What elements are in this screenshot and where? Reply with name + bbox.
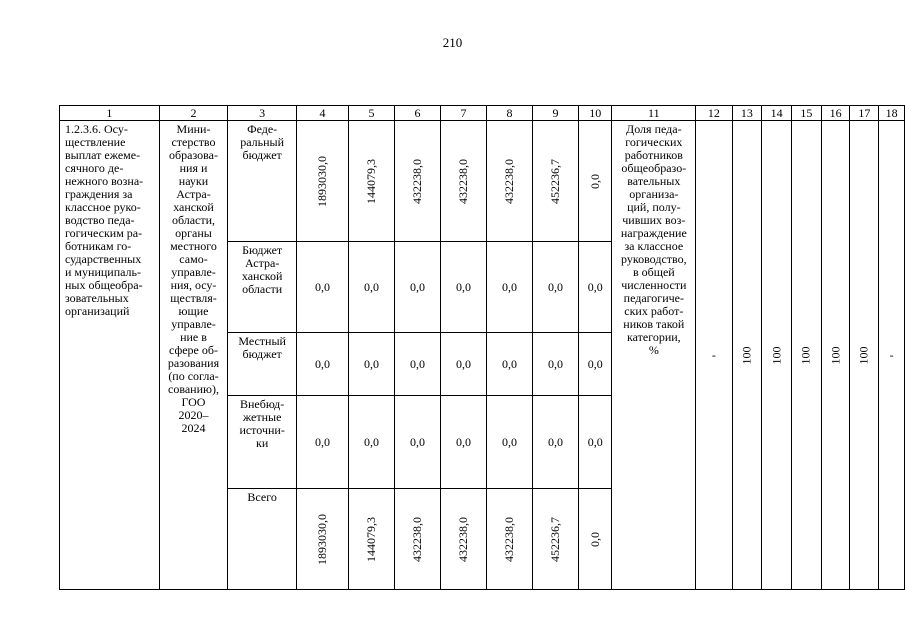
value-cell: 0,0 bbox=[394, 396, 440, 489]
value-cell: 0,0 bbox=[440, 242, 486, 333]
value-cell: 452236,7 bbox=[532, 489, 578, 590]
header-cell: 7 bbox=[440, 106, 486, 121]
value-cell: 432238,0 bbox=[394, 489, 440, 590]
source-name-local: Местный бюджет bbox=[228, 333, 297, 396]
value-cell: 0,0 bbox=[486, 396, 532, 489]
header-cell: 18 bbox=[879, 106, 905, 121]
header-cell: 8 bbox=[486, 106, 532, 121]
header-row bbox=[60, 106, 905, 121]
value-cell: 432238,0 bbox=[486, 489, 532, 590]
header-cell: 9 bbox=[532, 106, 578, 121]
source-name-extrabudgetary: Внебюд- жетные источни- ки bbox=[228, 396, 297, 489]
source-name-federal: Феде- ральный бюджет bbox=[228, 121, 297, 242]
activity-description: 1.2.3.6. Осу- ществление выплат ежеме- сячного де- нежного возна- граждения за классное руко- водство педа- гогическим ра- ботникам го- сударственных и муниципаль- ных общеобра- зовательных организаций bbox=[60, 121, 160, 590]
header-cell: 11 bbox=[612, 106, 696, 121]
value-cell: 144079,3 bbox=[348, 121, 394, 242]
value-cell: 432238,0 bbox=[440, 121, 486, 242]
source-name-total: Всего bbox=[228, 489, 297, 590]
header-cell: 2 bbox=[159, 106, 228, 121]
header-cell: 10 bbox=[578, 106, 612, 121]
value-cell: 432238,0 bbox=[486, 121, 532, 242]
header-cell: 3 bbox=[228, 106, 297, 121]
header-cell: 1 bbox=[60, 106, 160, 121]
header-cell: 17 bbox=[850, 106, 879, 121]
header-cell: 12 bbox=[696, 106, 732, 121]
value-cell: 0,0 bbox=[296, 333, 348, 396]
value-cell: 0,0 bbox=[578, 489, 612, 590]
header-cell: 5 bbox=[348, 106, 394, 121]
source-row-federal bbox=[60, 121, 905, 242]
program-table bbox=[59, 105, 905, 590]
value-cell: 0,0 bbox=[348, 333, 394, 396]
header-cell: 14 bbox=[762, 106, 792, 121]
header-cell: 13 bbox=[732, 106, 762, 121]
value-cell: 452236,7 bbox=[532, 121, 578, 242]
year-value-col16: 100 bbox=[821, 121, 850, 590]
year-value-col13: 100 bbox=[732, 121, 762, 590]
value-cell: 0,0 bbox=[578, 333, 612, 396]
value-cell: 432238,0 bbox=[394, 121, 440, 242]
value-cell: 0,0 bbox=[296, 396, 348, 489]
year-value-col18: - bbox=[879, 121, 905, 590]
value-cell: 0,0 bbox=[532, 333, 578, 396]
executor-cell: Мини- стерство образова- ния и науки Астра- ханской области, органы местного само- управле- ния, осу- ществля- ющие управле- ние в сфере об- разования (по согла- сованию), ГОО 2020– 2024 bbox=[159, 121, 228, 590]
value-cell: 0,0 bbox=[348, 242, 394, 333]
value-cell: 0,0 bbox=[532, 242, 578, 333]
year-value-col12: - bbox=[696, 121, 732, 590]
value-cell: 1893030,0 bbox=[296, 121, 348, 242]
value-cell: 0,0 bbox=[578, 242, 612, 333]
value-cell: 0,0 bbox=[486, 242, 532, 333]
header-cell: 16 bbox=[821, 106, 850, 121]
value-cell: 0,0 bbox=[532, 396, 578, 489]
value-cell: 0,0 bbox=[440, 396, 486, 489]
value-cell: 0,0 bbox=[394, 242, 440, 333]
header-cell: 4 bbox=[296, 106, 348, 121]
value-cell: 0,0 bbox=[486, 333, 532, 396]
header-cell: 6 bbox=[394, 106, 440, 121]
indicator-cell: Доля педа- гогических работников общеобразо- вательных организа- ций, полу- чивших воз- награждение за классное руководство, в общей численности педагогиче- ских работ- ников такой категории, % bbox=[612, 121, 696, 590]
value-cell: 0,0 bbox=[296, 242, 348, 333]
header-cell: 15 bbox=[792, 106, 822, 121]
year-value-col15: 100 bbox=[792, 121, 822, 590]
page-number: 210 bbox=[442, 35, 463, 50]
value-cell: 144079,3 bbox=[348, 489, 394, 590]
value-cell: 0,0 bbox=[394, 333, 440, 396]
value-cell: 1893030,0 bbox=[296, 489, 348, 590]
year-value-col14: 100 bbox=[762, 121, 792, 590]
source-name-regional: Бюджет Астра- ханской области bbox=[228, 242, 297, 333]
year-value-col17: 100 bbox=[850, 121, 879, 590]
value-cell: 432238,0 bbox=[440, 489, 486, 590]
value-cell: 0,0 bbox=[578, 396, 612, 489]
value-cell: 0,0 bbox=[440, 333, 486, 396]
value-cell: 0,0 bbox=[578, 121, 612, 242]
value-cell: 0,0 bbox=[348, 396, 394, 489]
